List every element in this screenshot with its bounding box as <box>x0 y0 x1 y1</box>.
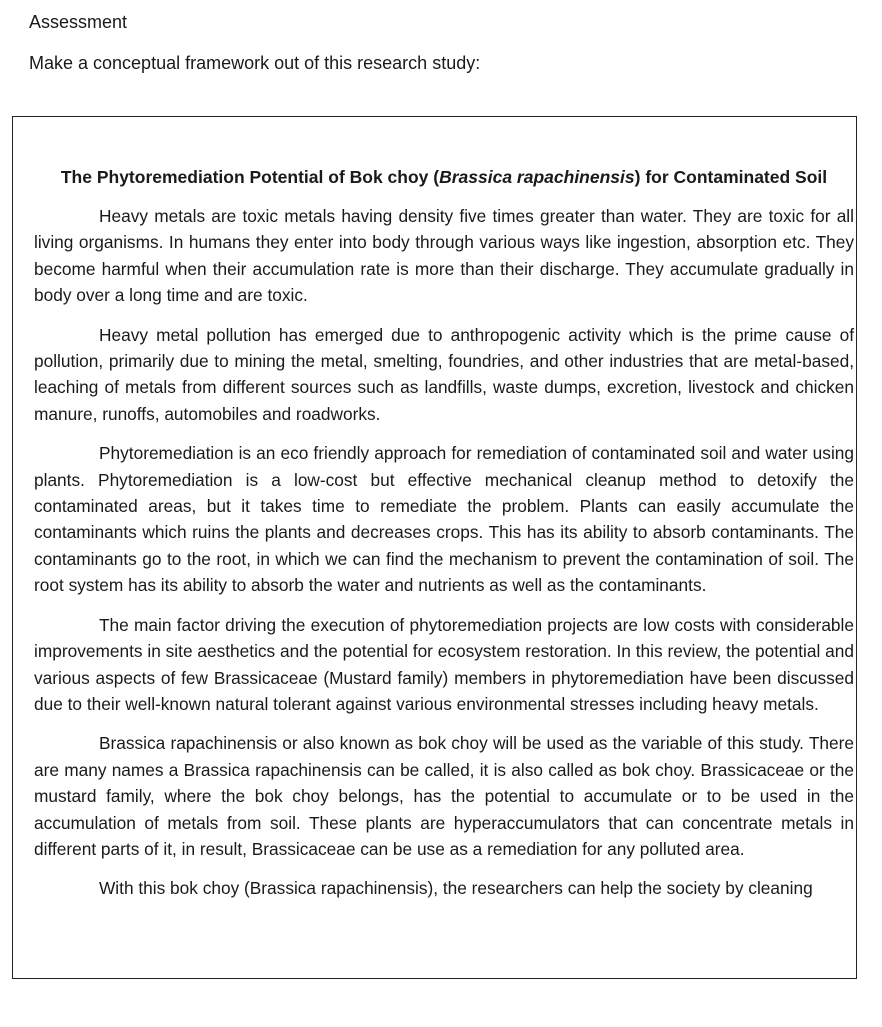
document-frame[interactable] <box>12 116 857 979</box>
paragraph-heavy-metals: Heavy metals are toxic metals having density five times greater than water. They are toxic for all living organisms. In humans they enter into body through various ways like ingestion, absorption etc. They become harmful when their accumulation rate is more than their discharge. They accumulate gradually in body over a long time and are toxic. <box>34 206 854 306</box>
paragraph-main-factor: The main factor driving the execution of phytoremediation projects are low costs with considerable improvements in site aesthetics and the potential for ecosystem restoration. In this review, the potential and various aspects of few Brassicaceae (Mustard family) members in phytoremediation have been discussed due to their well-known natural tolerant against various environmental stresses including heavy metals. <box>34 614 854 714</box>
document-title <box>34 165 854 189</box>
paragraph-bok-choy: Brassica rapachinensis or also known as bok choy will be used as the variable of this study. There are many names a Brassica rapachinensis can be called, it is also called as bok choy. Brassicaceae or the mustard family, where the bok choy belongs, has the potential to accumulate or to be used in the accumulation of metals from soil. These plants are hyperaccumulators that can concentrate metals in different parts of it, in result, Brassicaceae can be use as a remediation for any polluted area. <box>34 733 854 859</box>
title-species-name: Brassica rapachinensis <box>439 167 635 187</box>
title-prefix: The Phytoremediation Potential of Bok choy ( <box>60 167 440 187</box>
paragraph-cut-off: With this bok choy (Brassica rapachinensis), the researchers can help the society by cleaning <box>99 878 813 899</box>
instruction-text: Make a conceptual framework out of this research study: <box>29 53 481 73</box>
paragraph-phytoremediation: Phytoremediation is an eco friendly approach for remediation of contaminated soil and water using plants. Phytoremediation is a low-cost but effective mechanical cleanup method to detoxify the contaminated areas, but it takes time to remediate the problem. Plants can easily accumulate the contaminants which ruins the plants and decreases crops. This has its ability to absorb contaminants. The contaminants go to the root, in which we can find the mechanism to prevent the contamination of soil. The root system has its ability to absorb the water and nutrients as well as the contaminants. <box>34 443 854 596</box>
paragraph-pollution: Heavy metal pollution has emerged due to anthropogenic activity which is the prime cause of pollution, primarily due to mining the metal, smelting, foundries, and other industries that are metal-based, leaching of metals from different sources such as landfills, waste dumps, excretion, livestock and chicken manure, runoffs, automobiles and roadworks. <box>34 324 854 424</box>
title-suffix: ) for Contaminated Soil <box>634 167 828 187</box>
assessment-label: Assessment <box>29 12 128 32</box>
document-body <box>34 165 854 915</box>
